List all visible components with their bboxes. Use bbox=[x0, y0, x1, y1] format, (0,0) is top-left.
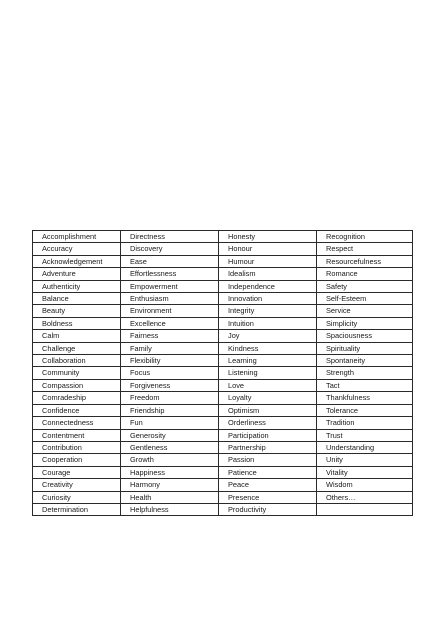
table-cell: Contribution bbox=[33, 441, 121, 453]
table-cell: Determination bbox=[33, 503, 121, 515]
table-cell: Intuition bbox=[219, 317, 317, 329]
table-row bbox=[33, 330, 413, 342]
table-cell: Joy bbox=[219, 330, 317, 342]
table-cell: Unity bbox=[317, 454, 413, 466]
table-cell: Cooperation bbox=[33, 454, 121, 466]
table-cell: Family bbox=[121, 342, 219, 354]
table-cell: Idealism bbox=[219, 268, 317, 280]
table-cell: Health bbox=[121, 491, 219, 503]
table-row bbox=[33, 417, 413, 429]
table-cell: Spirituality bbox=[317, 342, 413, 354]
table-cell: Forgiveness bbox=[121, 379, 219, 391]
table-cell: Friendship bbox=[121, 404, 219, 416]
table-cell: Focus bbox=[121, 367, 219, 379]
table-cell: Environment bbox=[121, 305, 219, 317]
table-cell: Patience bbox=[219, 466, 317, 478]
table-cell: Challenge bbox=[33, 342, 121, 354]
table-cell: Ease bbox=[121, 255, 219, 267]
table-cell: Directness bbox=[121, 231, 219, 243]
table-row bbox=[33, 255, 413, 267]
table-cell: Acknowledgement bbox=[33, 255, 121, 267]
table-cell: Independence bbox=[219, 280, 317, 292]
table-cell: Safety bbox=[317, 280, 413, 292]
table-cell: Service bbox=[317, 305, 413, 317]
table-cell: Authenticity bbox=[33, 280, 121, 292]
table-row bbox=[33, 293, 413, 305]
table-cell: Spaciousness bbox=[317, 330, 413, 342]
table-cell: Contentment bbox=[33, 429, 121, 441]
table-cell: Growth bbox=[121, 454, 219, 466]
table-cell: Accuracy bbox=[33, 243, 121, 255]
table-cell: Freedom bbox=[121, 392, 219, 404]
table-cell: Orderliness bbox=[219, 417, 317, 429]
table-row bbox=[33, 342, 413, 354]
table-cell bbox=[317, 503, 413, 515]
table-cell: Learning bbox=[219, 355, 317, 367]
table-cell: Comradeship bbox=[33, 392, 121, 404]
table-cell: Harmony bbox=[121, 479, 219, 491]
table-cell: Listening bbox=[219, 367, 317, 379]
table-cell: Connectedness bbox=[33, 417, 121, 429]
table-cell: Tolerance bbox=[317, 404, 413, 416]
table-cell: Innovation bbox=[219, 293, 317, 305]
table-cell: Happiness bbox=[121, 466, 219, 478]
table-cell: Recognition bbox=[317, 231, 413, 243]
table-row bbox=[33, 454, 413, 466]
table-cell: Fairness bbox=[121, 330, 219, 342]
table-row bbox=[33, 317, 413, 329]
table-cell: Flexibility bbox=[121, 355, 219, 367]
table-cell: Curiosity bbox=[33, 491, 121, 503]
table-cell: Humour bbox=[219, 255, 317, 267]
table-cell: Courage bbox=[33, 466, 121, 478]
table-cell: Effortlessness bbox=[121, 268, 219, 280]
table-cell: Loyalty bbox=[219, 392, 317, 404]
table-cell: Honour bbox=[219, 243, 317, 255]
table-cell: Helpfulness bbox=[121, 503, 219, 515]
document-page bbox=[32, 230, 412, 516]
table-cell: Gentleness bbox=[121, 441, 219, 453]
table-cell: Respect bbox=[317, 243, 413, 255]
table-cell: Creativity bbox=[33, 479, 121, 491]
table-row bbox=[33, 355, 413, 367]
table-cell: Discovery bbox=[121, 243, 219, 255]
table-cell: Understanding bbox=[317, 441, 413, 453]
table-cell: Self-Esteem bbox=[317, 293, 413, 305]
table-cell: Participation bbox=[219, 429, 317, 441]
table-row bbox=[33, 466, 413, 478]
table-cell: Resourcefulness bbox=[317, 255, 413, 267]
table-cell: Productivity bbox=[219, 503, 317, 515]
table-cell: Beauty bbox=[33, 305, 121, 317]
values-table bbox=[32, 230, 413, 516]
table-cell: Enthusiasm bbox=[121, 293, 219, 305]
table-cell: Others… bbox=[317, 491, 413, 503]
table-cell: Presence bbox=[219, 491, 317, 503]
table-cell: Honesty bbox=[219, 231, 317, 243]
table-cell: Excellence bbox=[121, 317, 219, 329]
table-row bbox=[33, 491, 413, 503]
table-row bbox=[33, 441, 413, 453]
table-cell: Peace bbox=[219, 479, 317, 491]
table-cell: Tact bbox=[317, 379, 413, 391]
table-cell: Adventure bbox=[33, 268, 121, 280]
table-cell: Community bbox=[33, 367, 121, 379]
table-cell: Partnership bbox=[219, 441, 317, 453]
table-cell: Accomplishment bbox=[33, 231, 121, 243]
table-cell: Boldness bbox=[33, 317, 121, 329]
values-table-body bbox=[33, 231, 413, 516]
table-cell: Love bbox=[219, 379, 317, 391]
table-row bbox=[33, 392, 413, 404]
table-cell: Empowerment bbox=[121, 280, 219, 292]
table-row bbox=[33, 305, 413, 317]
table-row bbox=[33, 379, 413, 391]
table-cell: Fun bbox=[121, 417, 219, 429]
table-cell: Balance bbox=[33, 293, 121, 305]
table-cell: Compassion bbox=[33, 379, 121, 391]
table-row bbox=[33, 479, 413, 491]
table-cell: Wisdom bbox=[317, 479, 413, 491]
table-cell: Vitality bbox=[317, 466, 413, 478]
table-row bbox=[33, 367, 413, 379]
table-cell: Collaboration bbox=[33, 355, 121, 367]
table-cell: Generosity bbox=[121, 429, 219, 441]
table-cell: Calm bbox=[33, 330, 121, 342]
table-cell: Passion bbox=[219, 454, 317, 466]
table-cell: Simplicity bbox=[317, 317, 413, 329]
table-cell: Thankfulness bbox=[317, 392, 413, 404]
table-cell: Strength bbox=[317, 367, 413, 379]
table-cell: Trust bbox=[317, 429, 413, 441]
table-row bbox=[33, 503, 413, 515]
table-cell: Romance bbox=[317, 268, 413, 280]
table-cell: Optimism bbox=[219, 404, 317, 416]
table-cell: Spontaneity bbox=[317, 355, 413, 367]
table-row bbox=[33, 231, 413, 243]
table-cell: Kindness bbox=[219, 342, 317, 354]
table-cell: Tradition bbox=[317, 417, 413, 429]
table-row bbox=[33, 404, 413, 416]
table-cell: Integrity bbox=[219, 305, 317, 317]
table-row bbox=[33, 280, 413, 292]
table-row bbox=[33, 429, 413, 441]
table-cell: Confidence bbox=[33, 404, 121, 416]
table-row bbox=[33, 268, 413, 280]
table-row bbox=[33, 243, 413, 255]
